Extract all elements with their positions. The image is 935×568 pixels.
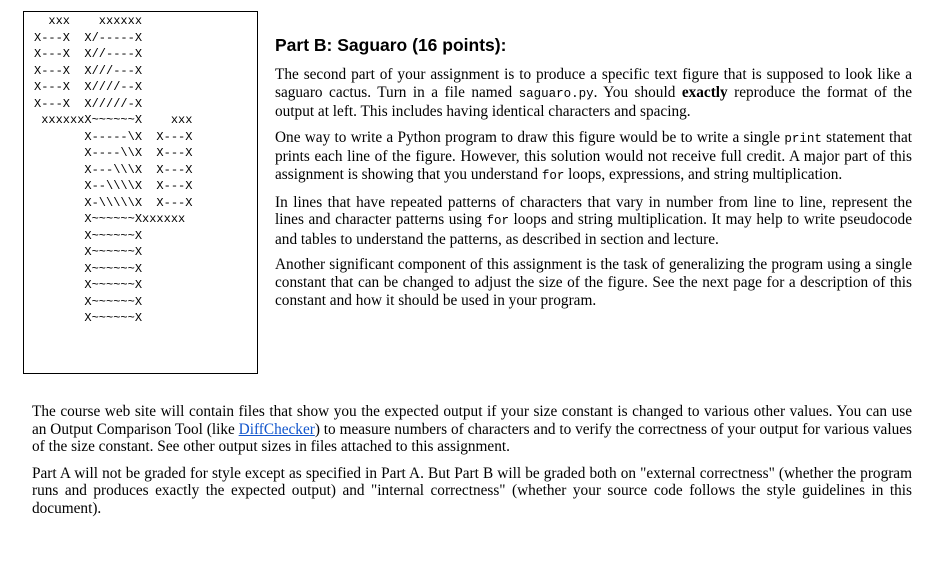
figure-line: X-\\\\\X X---X <box>34 195 193 210</box>
figure-line: X~~~~~~X <box>34 294 143 309</box>
figure-line: xxxxxxX~~~~~~X xxx <box>34 113 193 127</box>
figure-line: X--\\\\X X---X <box>34 179 193 193</box>
figure-line: X~~~~~~X <box>34 245 143 259</box>
figure-line: X---X X//----X <box>34 47 143 61</box>
paragraph-intro: The second part of your assignment is to produce a specific text figure that is supposed to look like a saguaro cactus. Turn in a file named saguaro.py. You should exactly reproduce the format of the output at left. This includes having identical characters and spacing. <box>275 66 912 121</box>
figure-line: X---X X/-----X <box>34 30 143 45</box>
paragraph-approach: One way to write a Python program to draw this figure would be to write a single print statement that prints each line of the figure. However, this solution would not receive full credit. A major part of this assignment is showing that you understand for loops, expressions, and string multiplication. <box>275 128 912 183</box>
diffchecker-link[interactable]: DiffChecker <box>238 420 315 438</box>
figure-line: X---\\\X X---X <box>34 162 193 177</box>
figure-line: X~~~~~~X <box>34 261 143 276</box>
figure-line: X~~~~~~X <box>34 278 143 292</box>
saguaro-figure-box <box>23 11 258 374</box>
figure-line: xxx xxxxxx <box>34 14 143 28</box>
figure-line: X----\\X X---X <box>34 146 193 160</box>
figure-line: X~~~~~~Xxxxxxx <box>34 212 186 226</box>
figure-line: X~~~~~~X <box>34 228 143 243</box>
figure-line: X---X X////--X <box>34 80 143 94</box>
saguaro-ascii-figure <box>34 13 192 327</box>
full-width-text <box>32 403 912 527</box>
for-code: for <box>486 214 509 229</box>
paragraph-patterns: In lines that have repeated patterns of characters that vary in number from line to line, represent the lines and character patterns using for loops and string multiplication. It may help to write pseudocode and tables to understand the patterns, as described in section and lecture. <box>275 193 912 248</box>
figure-line: X---X X///---X <box>34 63 143 78</box>
section-heading: Part B: Saguaro (16 points): <box>275 35 507 55</box>
for-code: for <box>541 168 565 183</box>
filename-code: saguaro.py <box>518 86 594 101</box>
figure-line: X~~~~~~X <box>34 311 143 325</box>
paragraph-web-site: The course web site will contain files that show you the expected output if your size constant is changed to various other values. You can use an Output Comparison Tool (like DiffChecker) to measure numbers of characters and to verify the correctness of your output for various values of the size constant. See other output sizes in files attached to this assignment. <box>32 403 912 456</box>
paragraph-grading: Part A will not be graded for style except as specified in Part A. But Part B will be graded both on "external correctness" (whether the program runs and produces exactly the expected output) and "internal correctness" (whether your source code follows the style guidelines in this document). <box>32 464 912 517</box>
figure-line: X---X X/////-X <box>34 96 143 111</box>
print-code: print <box>784 131 822 146</box>
figure-line: X-----\X X---X <box>34 129 193 144</box>
emphasis-exactly: exactly <box>681 83 728 101</box>
paragraph-constant: Another significant component of this assignment is the task of generalizing the program using a single constant that can be changed to adjust the size of the figure. See the next page for a description of this constant and how it should be used in your program. <box>275 256 912 309</box>
right-column-text <box>275 66 912 317</box>
